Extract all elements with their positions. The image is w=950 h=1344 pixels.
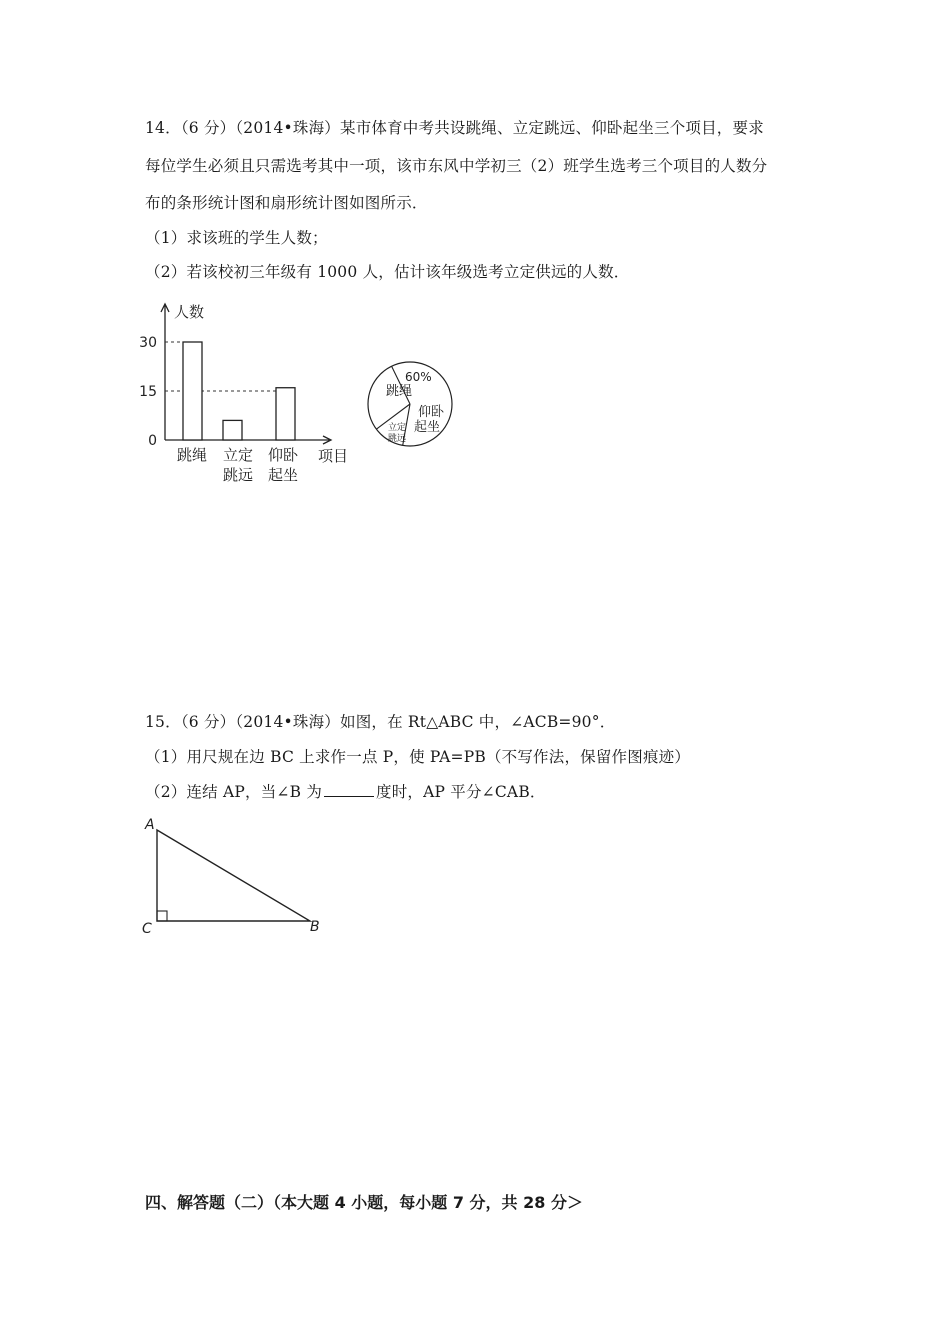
pie-slice-label: 立定 xyxy=(388,423,407,433)
triangle-abc xyxy=(157,830,310,921)
category-label: 跳远 xyxy=(222,466,254,484)
q15-subquestion-2 xyxy=(145,782,546,802)
bar xyxy=(276,388,295,440)
q14-subquestion-1: （1）求该班的学生人数； xyxy=(145,229,328,247)
y-tick-label: 30 xyxy=(139,335,157,351)
pie-slice-label: 跳远 xyxy=(388,434,407,444)
q14-line-2: 每位学生必须且只需选考其中一项，该市东风中学初三（2）班学生选考三个项目的人数分 xyxy=(145,157,768,175)
pie-slice-label: 跳绳 xyxy=(386,384,413,399)
bar xyxy=(183,342,202,440)
section-4-title: 四、解答题（二）（本大题 4 小题，每小题 7 分，共 28 分＞ xyxy=(145,1193,583,1212)
q15-subquestion-2-before: （2）连结 AP，当∠B 为 xyxy=(145,783,323,801)
vertex-b-label: B xyxy=(310,919,320,935)
q14-line-3: 布的条形统计图和扇形统计图如图所示． xyxy=(145,194,428,212)
q14-subquestion-2: （2）若该校初三年级有 1000 人，估计该年级选考立定供远的人数． xyxy=(145,263,630,281)
q15-line-1: 15．（6 分）（2014•珠海）如图，在 Rt△ABC 中，∠ACB=90°． xyxy=(145,713,616,731)
pie-slice-label: 仰卧 xyxy=(418,405,445,420)
bar xyxy=(223,420,242,440)
category-label: 跳绳 xyxy=(176,446,208,464)
y-tick-label: 15 xyxy=(139,384,157,400)
vertex-a-label: A xyxy=(145,817,155,833)
category-label: 仰卧 xyxy=(267,446,299,464)
pie-slice-label: 起坐 xyxy=(414,420,441,435)
x-axis-label: 项目 xyxy=(318,447,349,465)
category-label: 起坐 xyxy=(267,466,299,484)
answer-blank xyxy=(324,782,374,797)
q15-subquestion-2-after: 度时，AP 平分∠CAB． xyxy=(376,783,546,801)
q15-subquestion-1: （1）用尺规在边 BC 上求作一点 P，使 PA=PB（不写作法，保留作图痕迹） xyxy=(145,748,691,766)
y-tick-label: 0 xyxy=(148,433,157,449)
triangle-figure xyxy=(135,810,335,940)
pie-percent-annotation: 60% xyxy=(405,370,432,384)
pie-chart xyxy=(362,358,462,453)
bar-chart xyxy=(130,295,370,495)
category-label: 立定 xyxy=(222,446,254,464)
y-axis-label: 人数 xyxy=(174,303,205,321)
right-angle-mark xyxy=(157,911,167,921)
q14-line-1: 14．（6 分）（2014•珠海）某市体育中考共设跳绳、立定跳远、仰卧起坐三个项目，要求 xyxy=(145,119,764,137)
vertex-c-label: C xyxy=(142,921,152,937)
